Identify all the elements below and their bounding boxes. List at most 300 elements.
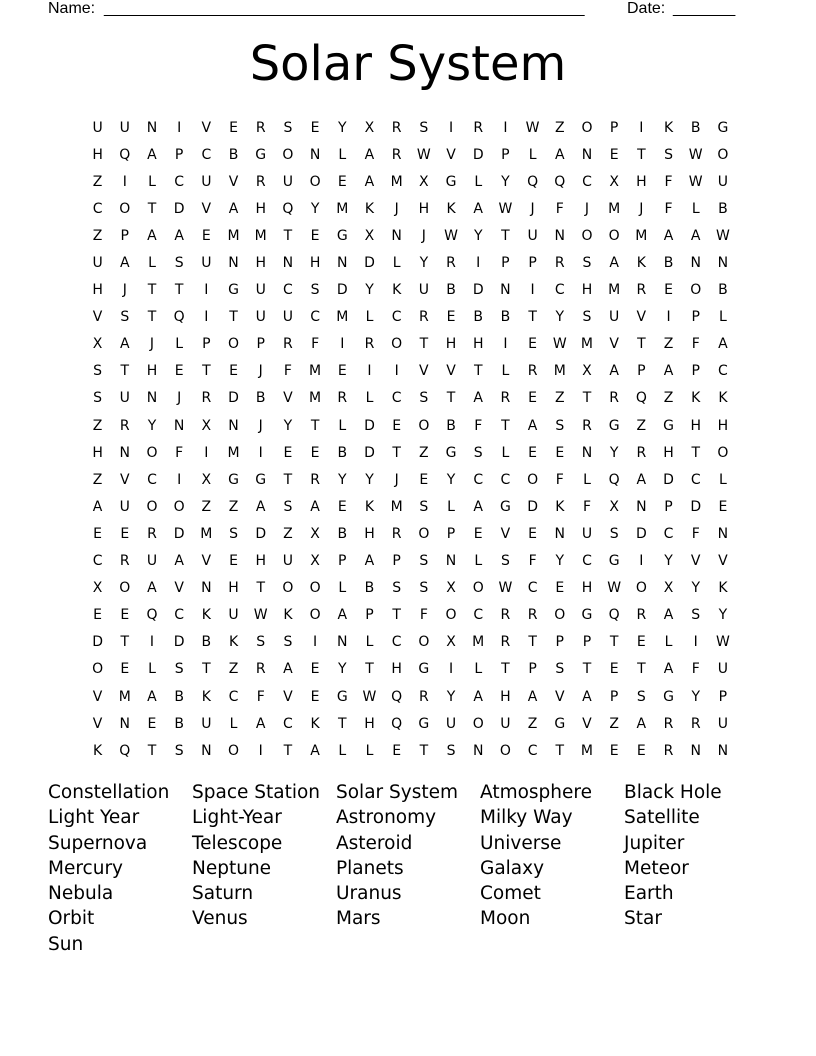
- grid-letter[interactable]: J: [177, 390, 182, 407]
- grid-letter[interactable]: E: [528, 525, 538, 542]
- grid-letter[interactable]: F: [419, 607, 428, 624]
- grid-letter[interactable]: P: [338, 553, 347, 570]
- grid-letter[interactable]: R: [255, 173, 266, 190]
- grid-letter[interactable]: A: [663, 661, 674, 678]
- grid-letter[interactable]: Z: [283, 525, 293, 542]
- grid-letter[interactable]: C: [174, 173, 185, 190]
- grid-letter[interactable]: E: [337, 363, 347, 380]
- grid-letter[interactable]: K: [201, 688, 211, 705]
- grid-letter[interactable]: R: [147, 525, 157, 542]
- grid-letter[interactable]: T: [446, 390, 456, 407]
- grid-letter[interactable]: S: [392, 580, 402, 597]
- grid-letter[interactable]: Q: [119, 146, 131, 163]
- grid-letter[interactable]: O: [309, 173, 321, 190]
- grid-letter[interactable]: M: [635, 227, 648, 244]
- grid-letter[interactable]: U: [201, 173, 212, 190]
- grid-letter[interactable]: G: [228, 282, 239, 299]
- grid-letter[interactable]: R: [554, 255, 565, 272]
- grid-letter[interactable]: E: [310, 119, 320, 136]
- grid-letter[interactable]: V: [419, 363, 429, 380]
- grid-letter[interactable]: X: [609, 498, 619, 515]
- grid-letter[interactable]: U: [717, 715, 729, 732]
- grid-letter[interactable]: N: [717, 742, 729, 759]
- grid-letter[interactable]: R: [391, 525, 402, 542]
- grid-letter[interactable]: P: [609, 688, 619, 705]
- grid-letter[interactable]: F: [555, 471, 564, 488]
- grid-letter[interactable]: T: [528, 309, 537, 326]
- grid-letter[interactable]: L: [338, 146, 347, 163]
- grid-letter[interactable]: B: [446, 282, 456, 299]
- grid-letter[interactable]: A: [473, 688, 483, 705]
- grid-letter[interactable]: X: [92, 580, 103, 597]
- grid-letter[interactable]: M: [227, 227, 240, 244]
- grid-letter[interactable]: W: [607, 580, 622, 597]
- grid-letter[interactable]: N: [337, 634, 348, 651]
- grid-letter[interactable]: Y: [147, 417, 157, 434]
- grid-letter[interactable]: G: [336, 688, 348, 705]
- grid-letter[interactable]: N: [717, 255, 729, 272]
- grid-letter[interactable]: N: [228, 417, 239, 434]
- grid-letter[interactable]: W: [715, 634, 730, 651]
- grid-letter[interactable]: W: [362, 688, 377, 705]
- grid-letter[interactable]: B: [364, 580, 375, 597]
- grid-letter[interactable]: M: [608, 200, 621, 217]
- grid-letter[interactable]: B: [228, 146, 239, 163]
- grid-letter[interactable]: N: [173, 417, 185, 434]
- grid-letter[interactable]: U: [445, 715, 457, 732]
- grid-letter[interactable]: Z: [636, 417, 647, 434]
- grid-letter[interactable]: E: [310, 688, 320, 705]
- grid-letter[interactable]: G: [608, 553, 620, 570]
- grid-letter[interactable]: C: [228, 688, 239, 705]
- grid-letter[interactable]: A: [473, 498, 483, 515]
- grid-letter[interactable]: Y: [365, 282, 374, 299]
- grid-letter[interactable]: U: [527, 227, 538, 244]
- grid-letter[interactable]: T: [147, 282, 157, 299]
- grid-letter[interactable]: E: [93, 607, 103, 624]
- grid-letter[interactable]: S: [419, 498, 429, 515]
- grid-letter[interactable]: O: [581, 119, 593, 136]
- grid-letter[interactable]: R: [582, 417, 592, 434]
- grid-letter[interactable]: A: [147, 146, 157, 163]
- grid-letter[interactable]: T: [555, 742, 565, 759]
- grid-letter[interactable]: Z: [228, 498, 239, 515]
- grid-letter[interactable]: S: [229, 525, 238, 542]
- grid-letter[interactable]: M: [390, 173, 403, 190]
- grid-letter[interactable]: Q: [608, 471, 620, 488]
- grid-letter[interactable]: O: [608, 227, 620, 244]
- grid-letter[interactable]: B: [446, 417, 456, 434]
- grid-letter[interactable]: L: [175, 336, 184, 353]
- grid-letter[interactable]: D: [92, 634, 103, 651]
- grid-letter[interactable]: Y: [501, 173, 510, 190]
- grid-letter[interactable]: R: [418, 309, 429, 326]
- grid-letter[interactable]: F: [555, 200, 564, 217]
- grid-letter[interactable]: C: [391, 309, 402, 326]
- grid-letter[interactable]: E: [664, 282, 673, 299]
- grid-letter[interactable]: X: [201, 417, 212, 434]
- grid-letter[interactable]: W: [688, 146, 703, 163]
- grid-letter[interactable]: I: [204, 282, 209, 299]
- grid-letter[interactable]: X: [446, 580, 456, 597]
- grid-letter[interactable]: V: [92, 688, 103, 705]
- grid-letter[interactable]: W: [715, 227, 730, 244]
- grid-letter[interactable]: A: [147, 580, 157, 597]
- grid-letter[interactable]: J: [258, 417, 263, 434]
- grid-letter[interactable]: F: [664, 173, 673, 190]
- grid-letter[interactable]: S: [582, 255, 592, 272]
- grid-letter[interactable]: Q: [173, 309, 185, 326]
- grid-letter[interactable]: F: [664, 200, 673, 217]
- grid-letter[interactable]: E: [419, 471, 429, 488]
- grid-letter[interactable]: L: [148, 173, 156, 190]
- grid-letter[interactable]: P: [555, 634, 564, 651]
- grid-letter[interactable]: H: [472, 336, 484, 353]
- grid-letter[interactable]: N: [228, 255, 239, 272]
- grid-letter[interactable]: T: [501, 227, 510, 244]
- grid-letter[interactable]: E: [528, 390, 538, 407]
- grid-letter[interactable]: S: [174, 255, 184, 272]
- grid-letter[interactable]: L: [474, 661, 483, 678]
- grid-letter[interactable]: Y: [446, 688, 456, 705]
- grid-letter[interactable]: V: [582, 715, 592, 732]
- grid-letter[interactable]: U: [92, 119, 103, 136]
- grid-letter[interactable]: L: [229, 715, 238, 732]
- grid-letter[interactable]: G: [445, 444, 457, 461]
- grid-letter[interactable]: N: [146, 119, 158, 136]
- grid-letter[interactable]: R: [119, 553, 130, 570]
- grid-letter[interactable]: U: [119, 119, 130, 136]
- grid-letter[interactable]: T: [283, 227, 293, 244]
- grid-letter[interactable]: O: [173, 498, 185, 515]
- grid-letter[interactable]: N: [581, 146, 593, 163]
- grid-letter[interactable]: J: [639, 200, 644, 217]
- grid-letter[interactable]: H: [364, 715, 375, 732]
- grid-letter[interactable]: T: [283, 742, 293, 759]
- grid-letter[interactable]: A: [228, 200, 239, 217]
- grid-letter[interactable]: P: [392, 553, 401, 570]
- grid-letter[interactable]: C: [174, 607, 185, 624]
- grid-letter[interactable]: C: [92, 200, 103, 217]
- grid-letter[interactable]: V: [92, 309, 103, 326]
- grid-letter[interactable]: H: [500, 688, 511, 705]
- grid-letter[interactable]: V: [500, 525, 511, 542]
- grid-letter[interactable]: A: [174, 227, 184, 244]
- grid-letter[interactable]: E: [147, 715, 157, 732]
- grid-letter[interactable]: A: [473, 200, 483, 217]
- grid-letter[interactable]: B: [718, 282, 728, 299]
- grid-letter[interactable]: N: [391, 227, 402, 244]
- grid-letter[interactable]: I: [204, 444, 209, 461]
- grid-letter[interactable]: Y: [446, 471, 456, 488]
- grid-letter[interactable]: G: [499, 498, 511, 515]
- grid-letter[interactable]: K: [364, 200, 375, 217]
- grid-letter[interactable]: X: [446, 634, 456, 651]
- grid-letter[interactable]: T: [120, 363, 130, 380]
- grid-letter[interactable]: R: [473, 119, 484, 136]
- grid-letter[interactable]: V: [690, 553, 701, 570]
- grid-letter[interactable]: N: [337, 255, 348, 272]
- grid-letter[interactable]: X: [609, 173, 619, 190]
- grid-letter[interactable]: J: [394, 471, 399, 488]
- grid-letter[interactable]: P: [446, 525, 456, 542]
- grid-letter[interactable]: C: [201, 146, 212, 163]
- grid-letter[interactable]: U: [255, 282, 266, 299]
- grid-letter[interactable]: O: [472, 580, 484, 597]
- grid-letter[interactable]: L: [392, 255, 401, 272]
- grid-letter[interactable]: C: [527, 742, 538, 759]
- grid-letter[interactable]: N: [581, 444, 593, 461]
- grid-letter[interactable]: H: [146, 363, 158, 380]
- grid-letter[interactable]: E: [310, 444, 320, 461]
- grid-letter[interactable]: L: [148, 255, 156, 272]
- grid-letter[interactable]: U: [717, 661, 729, 678]
- grid-letter[interactable]: L: [583, 471, 591, 488]
- grid-letter[interactable]: I: [177, 471, 182, 488]
- grid-letter[interactable]: T: [229, 309, 238, 326]
- grid-letter[interactable]: Z: [201, 498, 212, 515]
- grid-letter[interactable]: D: [336, 282, 348, 299]
- grid-letter[interactable]: I: [394, 363, 399, 380]
- grid-letter[interactable]: A: [663, 227, 674, 244]
- grid-letter[interactable]: V: [201, 200, 212, 217]
- grid-letter[interactable]: O: [146, 444, 158, 461]
- grid-letter[interactable]: M: [118, 688, 131, 705]
- grid-letter[interactable]: T: [202, 661, 211, 678]
- grid-letter[interactable]: G: [717, 119, 729, 136]
- grid-letter[interactable]: H: [255, 553, 266, 570]
- grid-letter[interactable]: Z: [554, 119, 565, 136]
- grid-letter[interactable]: Q: [391, 688, 403, 705]
- grid-letter[interactable]: Y: [555, 553, 565, 570]
- grid-letter[interactable]: E: [555, 580, 565, 597]
- grid-letter[interactable]: T: [120, 634, 130, 651]
- grid-letter[interactable]: Y: [419, 255, 429, 272]
- grid-letter[interactable]: Z: [554, 390, 565, 407]
- grid-letter[interactable]: Y: [691, 580, 700, 597]
- grid-letter[interactable]: E: [229, 119, 238, 136]
- grid-letter[interactable]: I: [367, 363, 372, 380]
- grid-letter[interactable]: I: [448, 661, 454, 678]
- grid-letter[interactable]: V: [119, 471, 130, 488]
- grid-letter[interactable]: N: [690, 742, 701, 759]
- grid-letter[interactable]: S: [664, 146, 673, 163]
- grid-letter[interactable]: U: [119, 498, 130, 515]
- grid-letter[interactable]: R: [663, 715, 674, 732]
- grid-letter[interactable]: K: [392, 282, 402, 299]
- grid-letter[interactable]: R: [283, 336, 293, 353]
- grid-letter[interactable]: Z: [663, 336, 674, 353]
- grid-letter[interactable]: T: [637, 661, 646, 678]
- grid-letter[interactable]: P: [691, 363, 700, 380]
- grid-letter[interactable]: S: [473, 444, 483, 461]
- grid-letter[interactable]: V: [636, 309, 647, 326]
- grid-letter[interactable]: A: [364, 553, 375, 570]
- grid-letter[interactable]: Q: [635, 390, 647, 407]
- grid-letter[interactable]: A: [119, 255, 130, 272]
- grid-letter[interactable]: Y: [338, 661, 347, 678]
- grid-letter[interactable]: N: [146, 390, 158, 407]
- grid-letter[interactable]: D: [173, 200, 185, 217]
- grid-letter[interactable]: M: [336, 200, 349, 217]
- grid-letter[interactable]: Z: [92, 417, 103, 434]
- grid-letter[interactable]: S: [446, 742, 456, 759]
- grid-letter[interactable]: G: [255, 146, 267, 163]
- grid-letter[interactable]: T: [202, 363, 211, 380]
- grid-letter[interactable]: I: [313, 634, 318, 651]
- grid-letter[interactable]: U: [418, 282, 429, 299]
- grid-letter[interactable]: N: [201, 580, 212, 597]
- grid-letter[interactable]: B: [337, 444, 348, 461]
- grid-letter[interactable]: S: [283, 119, 293, 136]
- grid-letter[interactable]: A: [147, 688, 157, 705]
- grid-letter[interactable]: S: [419, 390, 429, 407]
- grid-letter[interactable]: N: [717, 525, 729, 542]
- grid-letter[interactable]: L: [365, 309, 374, 326]
- grid-letter[interactable]: Y: [310, 200, 320, 217]
- grid-letter[interactable]: T: [501, 661, 510, 678]
- grid-letter[interactable]: E: [392, 742, 402, 759]
- grid-letter[interactable]: F: [474, 417, 483, 434]
- grid-letter[interactable]: A: [636, 715, 647, 732]
- grid-letter[interactable]: E: [310, 661, 320, 678]
- grid-letter[interactable]: R: [391, 146, 402, 163]
- grid-letter[interactable]: H: [92, 444, 103, 461]
- grid-letter[interactable]: V: [92, 715, 103, 732]
- grid-letter[interactable]: X: [201, 471, 212, 488]
- grid-letter[interactable]: G: [255, 471, 267, 488]
- grid-letter[interactable]: E: [528, 444, 538, 461]
- grid-letter[interactable]: W: [552, 336, 567, 353]
- grid-letter[interactable]: L: [474, 553, 483, 570]
- grid-letter[interactable]: E: [528, 336, 538, 353]
- grid-letter[interactable]: C: [92, 553, 103, 570]
- grid-letter[interactable]: P: [691, 309, 700, 326]
- grid-letter[interactable]: L: [719, 471, 727, 488]
- grid-letter[interactable]: D: [527, 498, 538, 515]
- grid-letter[interactable]: U: [92, 255, 103, 272]
- grid-letter[interactable]: S: [283, 498, 293, 515]
- grid-letter[interactable]: I: [258, 742, 263, 759]
- grid-letter[interactable]: E: [310, 227, 320, 244]
- grid-letter[interactable]: Z: [228, 661, 239, 678]
- grid-letter[interactable]: L: [365, 742, 374, 759]
- grid-letter[interactable]: H: [581, 580, 593, 597]
- grid-letter[interactable]: H: [92, 146, 103, 163]
- grid-letter[interactable]: R: [119, 417, 130, 434]
- grid-letter[interactable]: O: [527, 471, 539, 488]
- grid-letter[interactable]: J: [530, 200, 535, 217]
- grid-letter[interactable]: U: [500, 715, 511, 732]
- grid-letter[interactable]: K: [446, 200, 456, 217]
- grid-letter[interactable]: T: [365, 661, 374, 678]
- grid-letter[interactable]: N: [119, 444, 131, 461]
- grid-letter[interactable]: T: [147, 200, 157, 217]
- grid-letter[interactable]: N: [282, 255, 294, 272]
- grid-letter[interactable]: E: [473, 525, 483, 542]
- grid-letter[interactable]: X: [92, 336, 103, 353]
- grid-letter[interactable]: W: [444, 227, 458, 244]
- grid-letter[interactable]: O: [690, 282, 702, 299]
- grid-letter[interactable]: O: [717, 444, 729, 461]
- grid-letter[interactable]: T: [637, 336, 646, 353]
- grid-letter[interactable]: I: [503, 336, 508, 353]
- grid-letter[interactable]: P: [501, 146, 510, 163]
- grid-letter[interactable]: D: [173, 634, 185, 651]
- grid-letter[interactable]: T: [528, 634, 537, 651]
- grid-letter[interactable]: S: [609, 525, 619, 542]
- grid-letter[interactable]: H: [445, 336, 457, 353]
- grid-letter[interactable]: A: [364, 146, 375, 163]
- grid-letter[interactable]: E: [229, 363, 238, 380]
- grid-letter[interactable]: O: [581, 227, 593, 244]
- grid-letter[interactable]: Z: [419, 444, 429, 461]
- grid-letter[interactable]: E: [229, 553, 238, 570]
- grid-letter[interactable]: J: [122, 282, 127, 299]
- grid-letter[interactable]: E: [636, 742, 646, 759]
- grid-letter[interactable]: V: [201, 119, 212, 136]
- grid-letter[interactable]: Q: [146, 607, 158, 624]
- grid-letter[interactable]: M: [309, 390, 322, 407]
- grid-letter[interactable]: F: [256, 688, 265, 705]
- grid-letter[interactable]: S: [174, 742, 184, 759]
- grid-letter[interactable]: G: [228, 471, 239, 488]
- grid-letter[interactable]: E: [174, 363, 184, 380]
- grid-letter[interactable]: G: [608, 417, 620, 434]
- grid-letter[interactable]: D: [690, 498, 702, 515]
- grid-letter[interactable]: D: [472, 282, 484, 299]
- grid-letter[interactable]: A: [527, 688, 538, 705]
- grid-letter[interactable]: E: [609, 146, 619, 163]
- grid-letter[interactable]: X: [663, 580, 674, 597]
- grid-letter[interactable]: H: [636, 173, 647, 190]
- grid-letter[interactable]: K: [718, 580, 728, 597]
- grid-letter[interactable]: N: [309, 146, 321, 163]
- grid-letter[interactable]: E: [609, 742, 619, 759]
- grid-letter[interactable]: N: [500, 282, 511, 299]
- grid-letter[interactable]: B: [174, 688, 184, 705]
- grid-letter[interactable]: C: [473, 471, 484, 488]
- grid-letter[interactable]: A: [147, 227, 157, 244]
- grid-letter[interactable]: P: [718, 688, 728, 705]
- grid-letter[interactable]: A: [527, 417, 538, 434]
- grid-letter[interactable]: S: [174, 661, 184, 678]
- grid-letter[interactable]: W: [498, 580, 513, 597]
- grid-letter[interactable]: A: [690, 227, 701, 244]
- grid-letter[interactable]: O: [445, 607, 457, 624]
- grid-letter[interactable]: G: [336, 227, 348, 244]
- grid-letter[interactable]: M: [390, 498, 403, 515]
- grid-letter[interactable]: K: [364, 498, 375, 515]
- grid-letter[interactable]: A: [174, 553, 184, 570]
- grid-letter[interactable]: O: [282, 580, 294, 597]
- grid-letter[interactable]: P: [609, 119, 619, 136]
- grid-letter[interactable]: O: [119, 200, 131, 217]
- grid-letter[interactable]: A: [337, 607, 348, 624]
- grid-letter[interactable]: G: [581, 607, 593, 624]
- grid-letter[interactable]: B: [337, 525, 348, 542]
- grid-letter[interactable]: M: [580, 742, 594, 759]
- grid-letter[interactable]: F: [691, 336, 700, 353]
- grid-letter[interactable]: O: [119, 580, 131, 597]
- grid-letter[interactable]: M: [472, 634, 485, 651]
- grid-letter[interactable]: K: [228, 634, 239, 651]
- grid-letter[interactable]: R: [527, 607, 538, 624]
- grid-letter[interactable]: D: [228, 390, 239, 407]
- grid-letter[interactable]: A: [663, 607, 674, 624]
- grid-letter[interactable]: E: [337, 498, 347, 515]
- grid-letter[interactable]: R: [201, 390, 212, 407]
